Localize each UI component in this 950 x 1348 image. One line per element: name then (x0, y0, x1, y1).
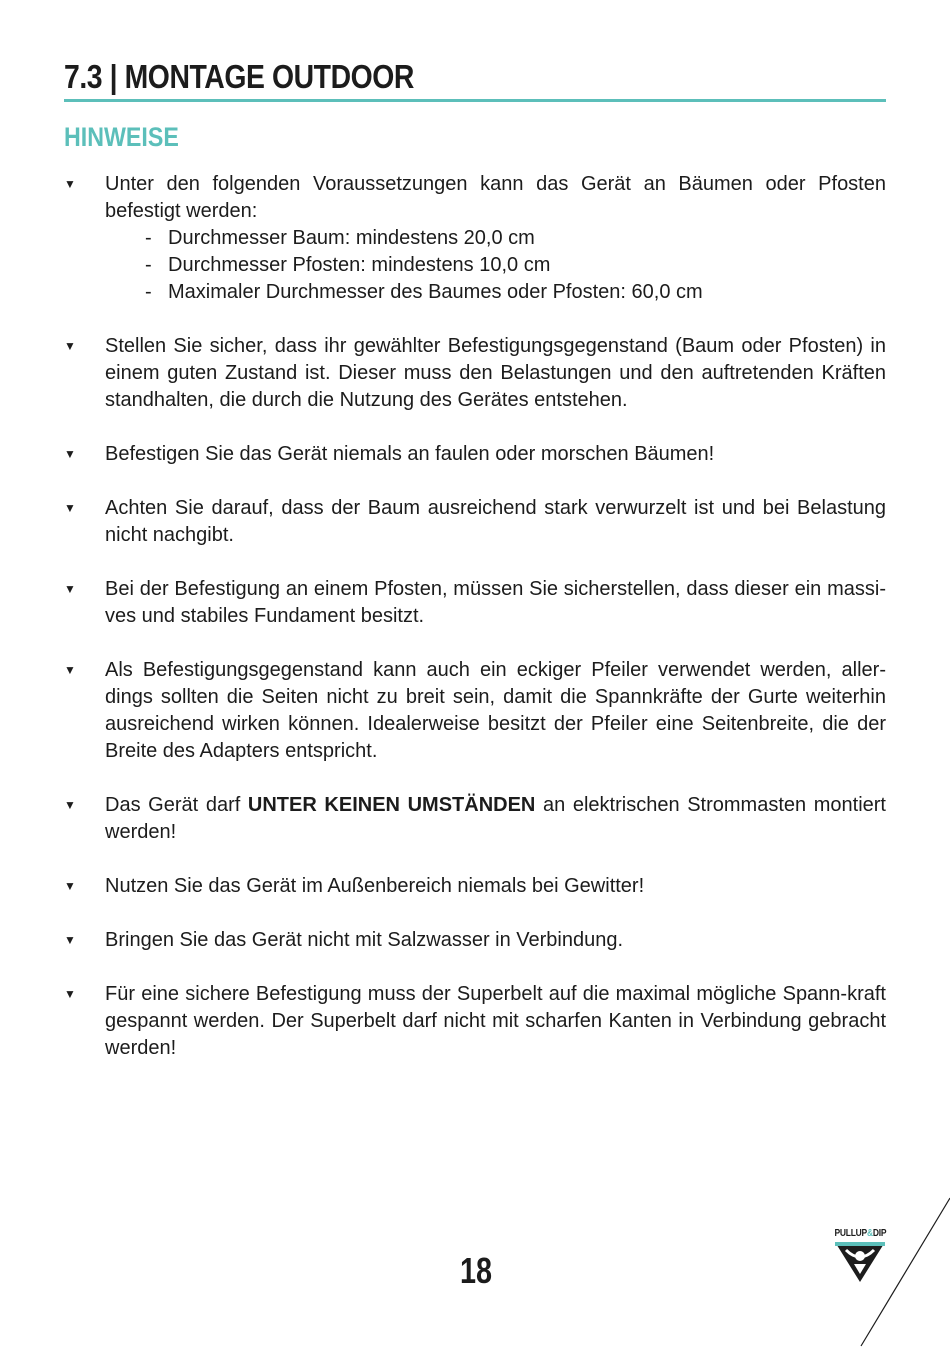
dash-marker: - (145, 254, 152, 276)
note-text: Befestigen Sie das Gerät niemals an faulen oder morschen Bäumen! (105, 443, 715, 465)
triangle-bullet-icon: ▼ (64, 447, 76, 461)
triangle-bullet-icon: ▼ (64, 798, 76, 812)
triangle-bullet-icon: ▼ (64, 879, 76, 893)
section-title: 7.3 | MONTAGE OUTDOOR (64, 58, 415, 95)
note-text: Für eine sichere Befestigung muss der Superbelt auf die maximal mögliche Spann-kraft gespannt werden. Der Superbelt darf nicht mit scharfen Kanten in Verbindung gebracht werden! (105, 983, 886, 1059)
list-item (64, 441, 886, 468)
note-text: Unter den folgenden Voraussetzungen kann das Gerät an Bäumen oder Pfosten befestigt werden: (105, 173, 886, 222)
note-text: Bringen Sie das Gerät nicht mit Salzwasser in Verbindung. (105, 929, 624, 951)
triangle-bullet-icon: ▼ (64, 663, 76, 677)
list-item (64, 873, 886, 900)
hinweise-list (64, 171, 886, 1089)
triangle-bullet-icon: ▼ (64, 933, 76, 947)
note-text: Nutzen Sie das Gerät im Außenbereich niemals bei Gewitter! (105, 875, 645, 897)
triangle-bullet-icon: ▼ (64, 339, 76, 353)
note-text: Stellen Sie sicher, dass ihr gewählter Befestigungsgegenstand (Baum oder Pfosten) in einem guten Zustand ist. Dieser muss den Belastungen und den auftretenden Kräften standhalten, die durch die Nutzung des Gerätes entstehen. (105, 335, 886, 411)
dash-marker: - (145, 281, 152, 303)
sublist-item: - Maximaler Durchmesser des Baumes oder Pfosten: 60,0 cm (145, 279, 886, 306)
sublist-item: - Durchmesser Pfosten: mindestens 10,0 cm (145, 252, 886, 279)
triangle-bullet-icon: ▼ (64, 501, 76, 515)
hinweise-heading: HINWEISE (64, 122, 179, 152)
note-text: Als Befestigungsgegenstand kann auch ein eckiger Pfeiler verwendet werden, aller-dings sollten die Seiten nicht zu breit sein, damit die Spannkräfte der Gurte weiterhin ausreichend wirken können. Idealerweise besitzt der Pfeiler eine Seitenbreite, die der Breite des Adapters entspricht. (105, 659, 886, 762)
list-item (64, 495, 886, 549)
dash-marker: - (145, 227, 152, 249)
note-text-before: Das Gerät darf (105, 794, 248, 816)
corner-diagonal-line (855, 1190, 950, 1348)
logo-wordmark: PULLUP&DIP (834, 1228, 887, 1239)
triangle-bullet-icon: ▼ (64, 177, 76, 191)
triangle-bullet-icon: ▼ (64, 582, 76, 596)
list-item (64, 792, 886, 846)
list-item (64, 333, 886, 414)
warning-emphasis: UNTER KEINEN UMSTÄNDEN (247, 794, 536, 816)
note-text: Achten Sie darauf, dass der Baum ausreichend stark verwurzelt ist und bei Belastung nicht nachgibt. (105, 497, 886, 546)
list-item (64, 171, 886, 306)
diameter-sublist (105, 225, 886, 306)
list-item (64, 576, 886, 630)
list-item (64, 981, 886, 1062)
note-text: Bei der Befestigung an einem Pfosten, müssen Sie sicherstellen, dass dieser ein massi-ves und stabiles Fundament besitzt. (105, 578, 886, 627)
note-text-after: an elektrischen Strommasten montiert werden! (105, 794, 886, 843)
page-number: 18 (459, 1250, 493, 1291)
triangle-bullet-icon: ▼ (64, 987, 76, 1001)
list-item (64, 927, 886, 954)
list-item (64, 657, 886, 765)
title-underline (64, 99, 886, 102)
sublist-item: - Durchmesser Baum: mindestens 20,0 cm (145, 225, 886, 252)
